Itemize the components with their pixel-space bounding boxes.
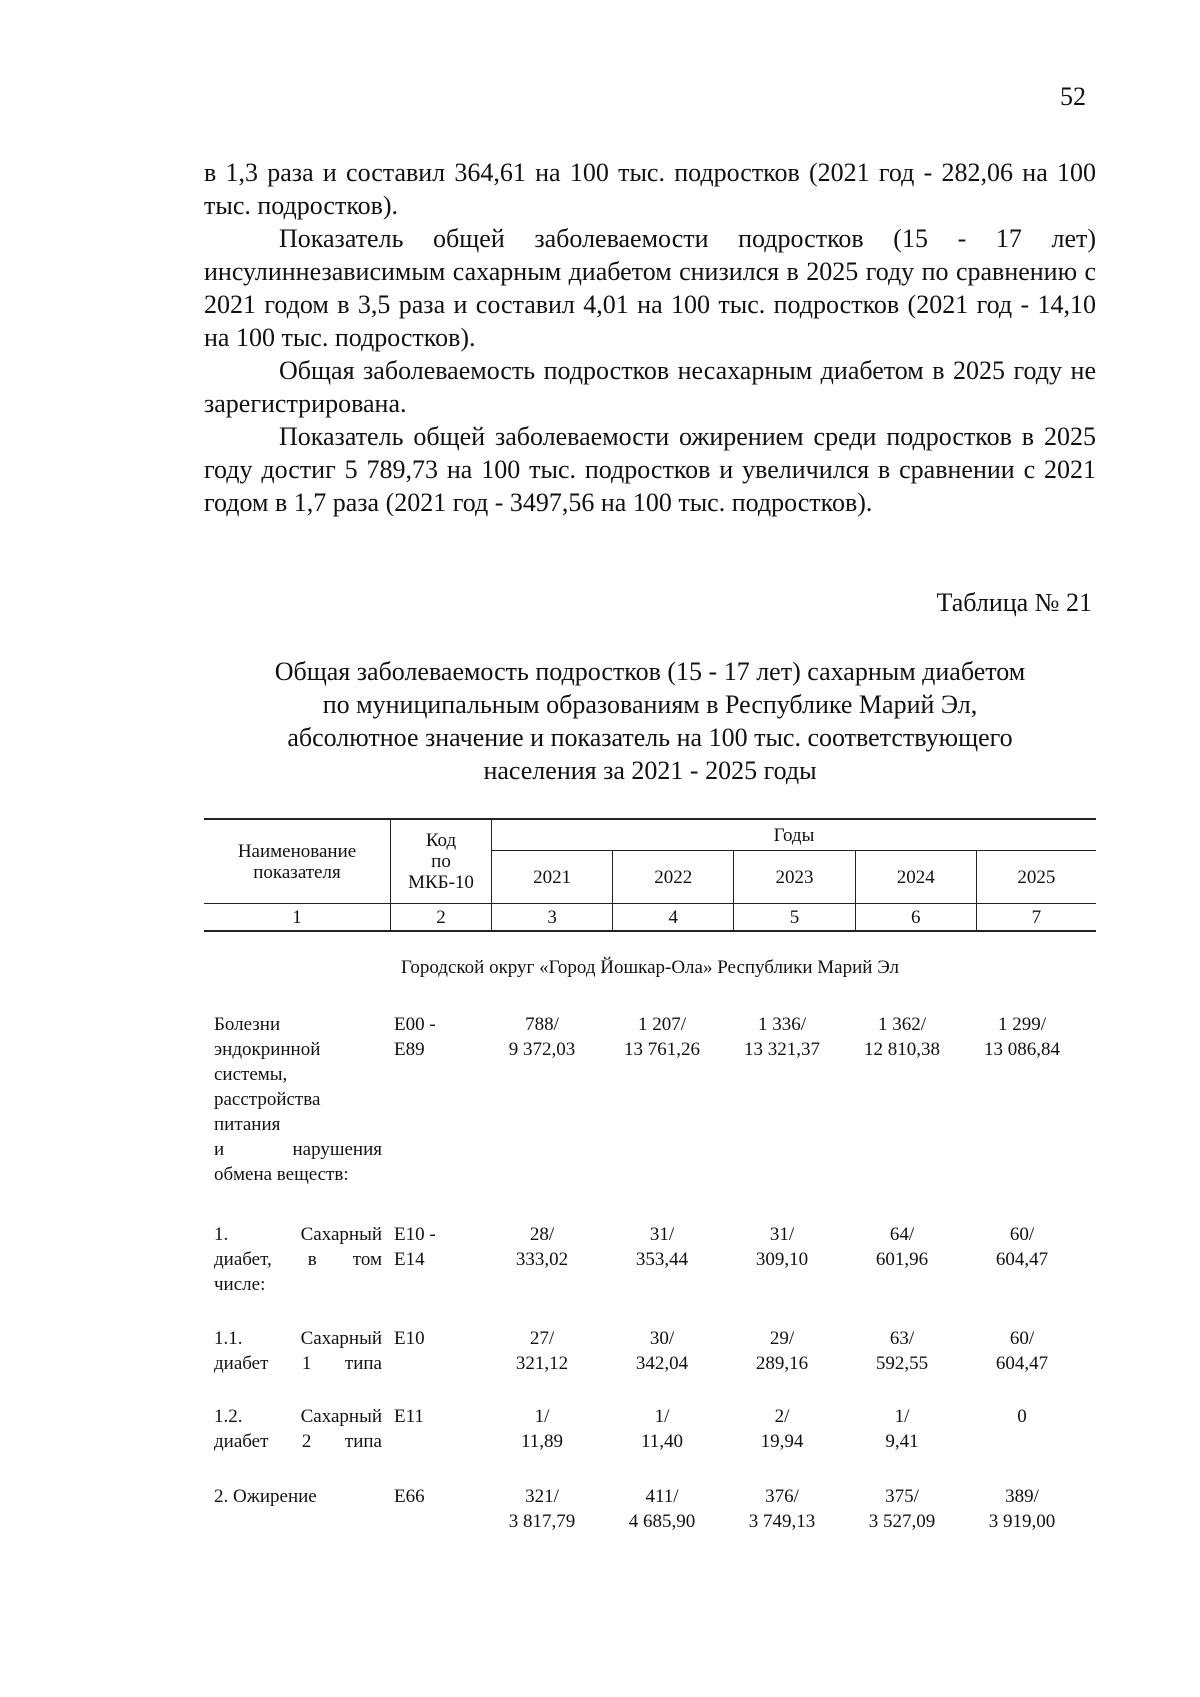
row-value xyxy=(482,1484,602,1534)
row-value xyxy=(962,1404,1082,1429)
region-heading: Городской округ «Город Йошкар-Ола» Республики Марий Эл xyxy=(401,957,899,978)
value-rate: 3 817,79 xyxy=(508,1511,576,1532)
header-code-column xyxy=(391,819,492,904)
value-rate: 333,02 xyxy=(515,1249,569,1270)
row-name xyxy=(214,1012,382,1187)
row-code xyxy=(382,1326,482,1351)
header-index: 7 xyxy=(976,904,1096,932)
row-name xyxy=(214,1222,382,1297)
value-rate: 601,96 xyxy=(875,1249,929,1270)
row-name-line: 1. Сахарный xyxy=(214,1224,382,1245)
header-year: 2024 xyxy=(855,851,976,904)
table-title xyxy=(204,655,1096,787)
value-rate: 3 749,13 xyxy=(748,1511,816,1532)
value-rate: 11,40 xyxy=(640,1431,684,1452)
value-abs: 389/ xyxy=(1005,1486,1039,1507)
header-index: 3 xyxy=(492,904,613,932)
row-code-line: E10 xyxy=(394,1328,425,1349)
row-name-line: обмена веществ: xyxy=(214,1164,349,1185)
row-value xyxy=(842,1404,962,1454)
value-rate: 9 372,03 xyxy=(508,1039,576,1060)
value-abs: 60/ xyxy=(1009,1328,1035,1349)
row-name-line: и нарушения xyxy=(214,1139,382,1160)
value-rate: 13 086,84 xyxy=(984,1039,1060,1060)
value-abs: 376/ xyxy=(765,1486,799,1507)
table-label: Таблица № 21 xyxy=(936,588,1092,617)
row-name-line: 1.2. Сахарный xyxy=(214,1406,382,1427)
row-value xyxy=(482,1326,602,1376)
value-rate: 342,04 xyxy=(635,1353,689,1374)
header-code-line: по xyxy=(431,851,451,872)
row-code-line: E89 xyxy=(394,1039,425,1060)
value-abs: 1/ xyxy=(534,1406,550,1427)
value-rate: 9,41 xyxy=(885,1431,919,1452)
paragraph: Показатель общей заболеваемости подростков (15 - 17 лет) инсулиннезависимым сахарным диабетом снизился в 2025 году по сравнению с 2021 годом в 3,5 раза и составил 4,01 на 100 тыс. подростков (2021 год - 14,10 на 100 тыс. подростков). xyxy=(204,224,1096,352)
value-abs: 64/ xyxy=(889,1224,915,1245)
value-abs: 30/ xyxy=(649,1328,675,1349)
header-index: 1 xyxy=(204,904,391,932)
table-title-line: Общая заболеваемость подростков (15 - 17 лет) сахарным диабетом xyxy=(274,657,1026,686)
header-code-line: Код xyxy=(425,830,457,851)
row-value xyxy=(602,1222,722,1272)
value-abs: 1 336/ xyxy=(757,1014,807,1035)
row-name-line: эндокринной xyxy=(214,1039,321,1060)
row-value xyxy=(842,1484,962,1534)
value-abs: 27/ xyxy=(529,1328,555,1349)
row-name-line: 1.1. Сахарный xyxy=(214,1328,382,1349)
row-name xyxy=(214,1404,382,1454)
table-row xyxy=(214,1326,1096,1404)
row-name-line: диабет 2 типа xyxy=(214,1431,382,1452)
header-year: 2021 xyxy=(492,851,613,904)
header-index: 6 xyxy=(855,904,976,932)
value-abs: 411/ xyxy=(645,1486,679,1507)
row-value xyxy=(962,1012,1082,1062)
value-rate: 353,44 xyxy=(635,1249,689,1270)
row-value xyxy=(722,1012,842,1062)
row-value xyxy=(722,1326,842,1376)
row-name-line: числе: xyxy=(214,1274,266,1295)
header-name-column: Наименование показателя xyxy=(204,819,391,904)
row-code xyxy=(382,1222,482,1272)
value-rate: 309,10 xyxy=(755,1249,809,1270)
row-code-line: E10 - xyxy=(394,1224,436,1245)
header-year: 2025 xyxy=(976,851,1096,904)
value-abs: 28/ xyxy=(529,1224,555,1245)
table-row xyxy=(214,1012,1096,1222)
value-abs: 31/ xyxy=(649,1224,675,1245)
row-value xyxy=(962,1222,1082,1272)
value-abs: 2/ xyxy=(774,1406,790,1427)
row-value xyxy=(722,1404,842,1454)
row-value xyxy=(482,1404,602,1454)
value-rate: 604,47 xyxy=(995,1353,1049,1374)
page-number: 52 xyxy=(1060,82,1086,111)
row-name-line: питания xyxy=(214,1114,281,1135)
value-rate: 289,16 xyxy=(755,1353,809,1374)
value-rate: 13 761,26 xyxy=(624,1039,700,1060)
value-rate: 4 685,90 xyxy=(628,1511,696,1532)
paragraph: в 1,3 раза и составил 364,61 на 100 тыс. подростков (2021 год - 282,06 на 100 тыс. подростков). xyxy=(204,158,1096,220)
header-code-line: МКБ-10 xyxy=(408,872,474,893)
row-value xyxy=(722,1222,842,1272)
row-value xyxy=(602,1012,722,1062)
header-year: 2023 xyxy=(734,851,855,904)
row-value xyxy=(602,1326,722,1376)
row-name-line: 2. Ожирение xyxy=(214,1486,317,1507)
table-title-line: населения за 2021 - 2025 годы xyxy=(483,756,817,785)
value-rate: 592,55 xyxy=(875,1353,929,1374)
row-value xyxy=(842,1326,962,1376)
value-rate: 3 919,00 xyxy=(988,1511,1056,1532)
row-name xyxy=(214,1484,382,1509)
value-abs: 0 xyxy=(1017,1406,1027,1427)
table-row xyxy=(214,1222,1096,1326)
value-abs: 788/ xyxy=(525,1014,559,1035)
value-rate: 321,12 xyxy=(515,1353,569,1374)
row-value xyxy=(602,1484,722,1534)
row-code xyxy=(382,1404,482,1429)
table-title-line: абсолютное значение и показатель на 100 тыс. соответствующего xyxy=(287,723,1013,752)
value-abs: 29/ xyxy=(769,1328,795,1349)
value-abs: 31/ xyxy=(769,1224,795,1245)
value-abs: 63/ xyxy=(889,1328,915,1349)
paragraph: Общая заболеваемость подростков несахарным диабетом в 2025 году не зарегистрирована. xyxy=(204,356,1096,418)
value-rate: 12 810,38 xyxy=(864,1039,940,1060)
row-code-line: E66 xyxy=(394,1486,425,1507)
row-value xyxy=(842,1012,962,1062)
header-years-group: Годы xyxy=(492,819,1097,851)
value-rate: 11,89 xyxy=(520,1431,564,1452)
paragraph: Показатель общей заболеваемости ожирением среди подростков в 2025 году достиг 5 789,73 на 100 тыс. подростков и увеличился в сравнении с 2021 годом в 1,7 раза (2021 год - 3497,56 на 100 тыс. подростков). xyxy=(204,422,1096,517)
row-code-line: E14 xyxy=(394,1249,425,1270)
value-abs: 1 299/ xyxy=(997,1014,1047,1035)
header-index: 2 xyxy=(391,904,492,932)
row-value xyxy=(602,1404,722,1454)
value-abs: 1/ xyxy=(654,1406,670,1427)
value-abs: 321/ xyxy=(525,1486,559,1507)
value-abs: 60/ xyxy=(1009,1224,1035,1245)
table-row xyxy=(214,1404,1096,1484)
row-name-line: системы, xyxy=(214,1064,288,1085)
header-year: 2022 xyxy=(613,851,734,904)
value-rate: 13 321,37 xyxy=(744,1039,820,1060)
row-value xyxy=(722,1484,842,1534)
value-abs: 375/ xyxy=(885,1486,919,1507)
row-name-line: Болезни xyxy=(214,1014,281,1035)
row-name-line: диабет 1 типа xyxy=(214,1353,382,1374)
value-rate: 3 527,09 xyxy=(868,1511,936,1532)
row-name-line: расстройства xyxy=(214,1089,321,1110)
row-name xyxy=(214,1326,382,1376)
value-abs: 1 207/ xyxy=(637,1014,687,1035)
value-abs: 1/ xyxy=(894,1406,910,1427)
row-code xyxy=(382,1012,482,1062)
row-value xyxy=(962,1484,1082,1534)
value-rate: 19,94 xyxy=(760,1431,804,1452)
table-row xyxy=(214,1484,1096,1544)
row-value xyxy=(482,1012,602,1062)
body-text xyxy=(204,156,1096,519)
value-abs: 1 362/ xyxy=(877,1014,927,1035)
row-value xyxy=(842,1222,962,1272)
value-rate: 604,47 xyxy=(995,1249,1049,1270)
table-title-line: по муниципальным образованиям в Республике Марий Эл, xyxy=(322,690,978,719)
row-value xyxy=(482,1222,602,1272)
table-header xyxy=(204,818,1096,932)
row-name-line: диабет, в том xyxy=(214,1249,382,1270)
table-body xyxy=(214,1012,1096,1544)
row-code-line: E00 - xyxy=(394,1014,436,1035)
header-index: 5 xyxy=(734,904,855,932)
row-value xyxy=(962,1326,1082,1376)
row-code xyxy=(382,1484,482,1509)
header-index: 4 xyxy=(613,904,734,932)
row-code-line: E11 xyxy=(394,1406,424,1427)
